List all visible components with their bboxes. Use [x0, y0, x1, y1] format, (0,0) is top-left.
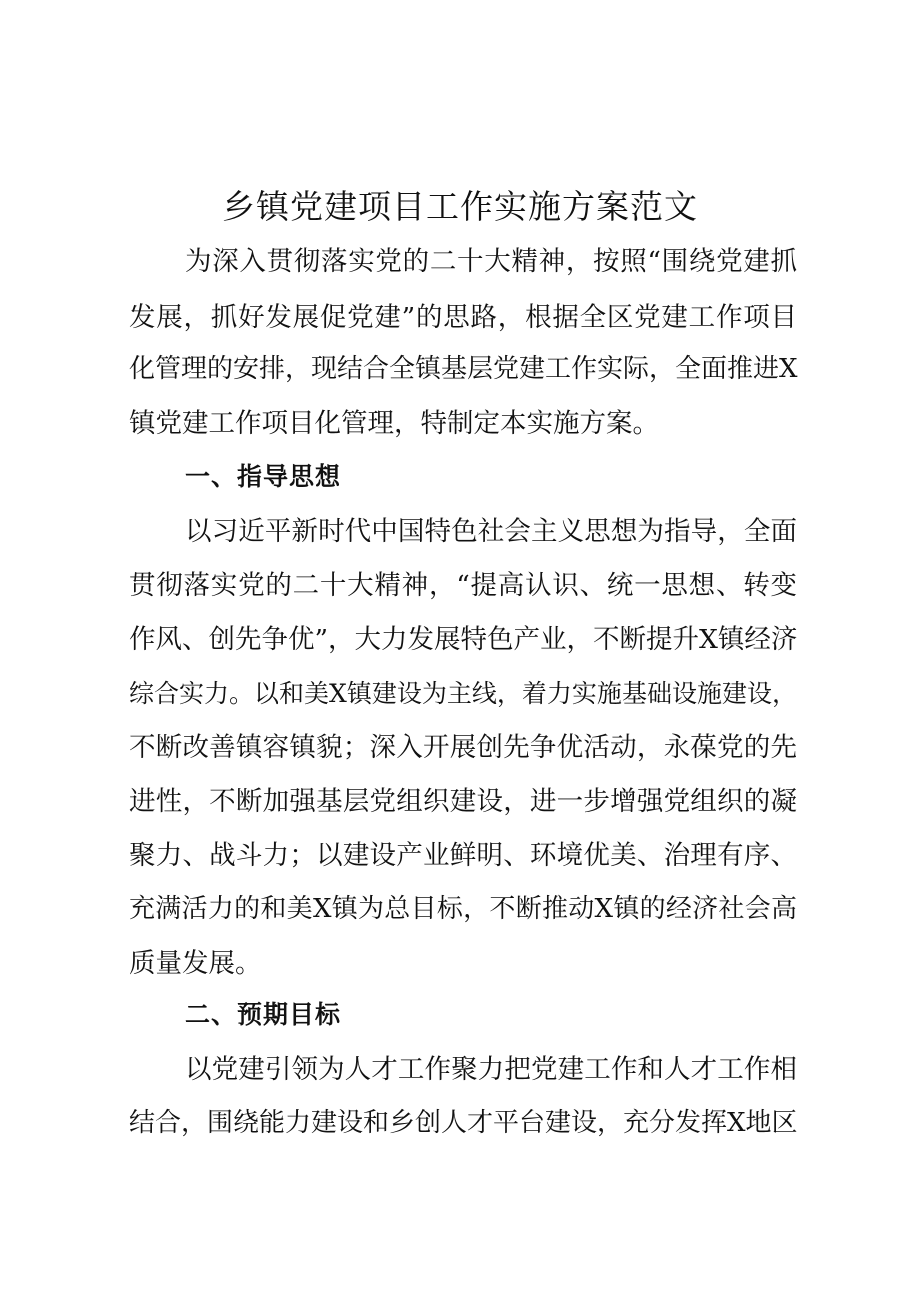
paragraph-line: 以习近平新时代中国特色社会主义思想为指导，全面 [185, 516, 797, 547]
paragraph-line: 发展，抓好发展促党建”的思路，根据全区党建工作项目 [129, 302, 797, 333]
paragraph-line: 镇党建工作项目化管理，特制定本实施方案。 [129, 408, 659, 439]
paragraph-line: 贯彻落实党的二十大精神，“提高认识、统一思想、转变 [129, 570, 797, 601]
paragraph-line: 充满活力的和美Ⅹ镇为总目标，不断推动Ⅹ镇的经济社会高 [129, 894, 797, 924]
section-heading-expected-goals: 二、预期目标 [185, 1000, 342, 1029]
paragraph-line: 进性，不断加强基层党组织建设，进一步增强党组织的凝 [129, 786, 797, 817]
paragraph-line: 化管理的安排，现结合全镇基层党建工作实际，全面推进Ⅹ [129, 354, 798, 384]
paragraph-line: 以党建引领为人才工作聚力把党建工作和人才工作相 [185, 1054, 797, 1085]
paragraph-line: 结合，围绕能力建设和乡创人才平台建设，充分发挥Ⅹ地区 [129, 1108, 798, 1138]
paragraph-line: 综合实力。以和美Ⅹ镇建设为主线，着力实施基础设施建设， [129, 679, 797, 708]
paragraph-line: 为深入贯彻落实党的二十大精神，按照“围绕党建抓 [185, 246, 797, 277]
section-heading-guiding-ideology: 一、指导思想 [185, 462, 342, 491]
paragraph-line: 不断改善镇容镇貌；深入开展创先争优活动，永葆党的先 [129, 732, 797, 763]
paragraph-line: 质量发展。 [129, 948, 262, 979]
document-title: 乡镇党建项目工作实施方案范文 [222, 187, 698, 226]
paragraph-line: 聚力、战斗力；以建设产业鲜明、环境优美、治理有序、 [129, 840, 797, 871]
paragraph-line: 作风、创先争优”，大力发展特色产业，不断提升Ⅹ镇经济 [129, 624, 798, 655]
